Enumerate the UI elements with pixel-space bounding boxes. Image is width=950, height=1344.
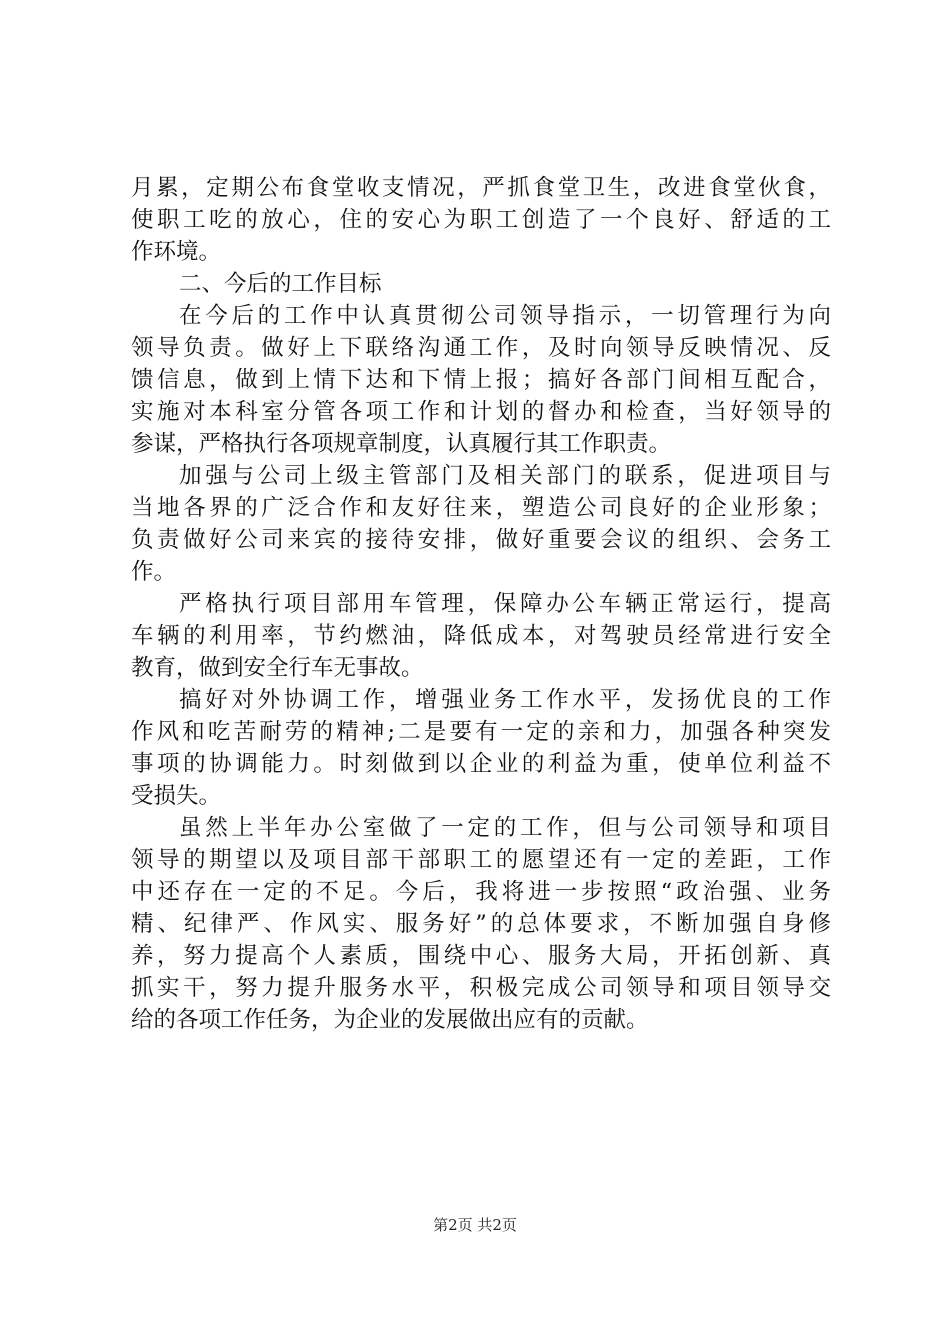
text-line: 负责做好公司来宾的接待安排，做好重要会议的组织、会务工 [131,527,831,553]
paragraph-summary [131,812,831,1036]
text-line: 给的各项工作任务，为企业的发展做出应有的贡献。 [131,1007,649,1033]
text-line: 月累，定期公布食堂收支情况，严抓食堂卫生，改进食堂伙食， [131,175,831,201]
text-line: 车辆的利用率，节约燃油，降低成本，对驾驶员经常进行安全 [131,623,831,649]
text-line: 中还存在一定的不足。今后，我将进一步按照“政治强、业务 [131,879,831,905]
section-heading [131,268,831,300]
paragraph-canteen [131,172,831,268]
page-number: 第2页 共2页 [433,1216,517,1234]
text-line: 搞好对外协调工作，增强业务工作水平，发扬优良的工作 [179,687,831,713]
text-line: 领导负责。做好上下联络沟通工作，及时向领导反映情况、反 [131,335,831,361]
text-line: 加强与公司上级主管部门及相关部门的联系，促进项目与 [179,463,831,489]
text-line: 受损失。 [131,783,222,809]
text-line: 虽然上半年办公室做了一定的工作，但与公司领导和项目 [179,815,831,841]
text-line: 精、纪律严、作风实、服务好”的总体要求，不断加强自身修 [131,911,831,937]
text-line: 使职工吃的放心，住的安心为职工创造了一个良好、舒适的工 [131,207,831,233]
page-footer [0,1215,950,1235]
text-line: 抓实干，努力提升服务水平，积极完成公司领导和项目领导交 [131,975,831,1001]
text-line: 实施对本科室分管各项工作和计划的督办和检查，当好领导的 [131,399,831,425]
paragraph-vehicles [131,588,831,684]
text-line: 馈信息，做到上情下达和下情上报；搞好各部门间相互配合， [131,367,831,393]
text-line: 作环境。 [131,239,222,265]
text-line: 作风和吃苦耐劳的精神;二是要有一定的亲和力，加强各种突发 [131,719,831,745]
text-line: 领导的期望以及项目部干部职工的愿望还有一定的差距，工作 [131,847,831,873]
text-line: 教育，做到安全行车无事故。 [131,655,424,681]
text-line: 参谋，严格执行各项规章制度，认真履行其工作职责。 [131,431,672,457]
section-heading-text: 二、今后的工作目标 [179,271,382,297]
paragraph-liaison [131,460,831,588]
text-line: 养，努力提高个人素质，围绕中心、服务大局，开拓创新、真 [131,943,831,969]
document-body [131,172,831,1036]
text-line: 在今后的工作中认真贯彻公司领导指示，一切管理行为向 [179,303,831,329]
paragraph-leadership [131,300,831,460]
text-line: 事项的协调能力。时刻做到以企业的利益为重，使单位利益不 [131,751,831,777]
paragraph-coordination [131,684,831,812]
text-line: 作。 [131,559,177,585]
text-line: 严格执行项目部用车管理，保障办公车辆正常运行，提高 [179,591,831,617]
text-line: 当地各界的广泛合作和友好往来，塑造公司良好的企业形象； [131,495,831,521]
